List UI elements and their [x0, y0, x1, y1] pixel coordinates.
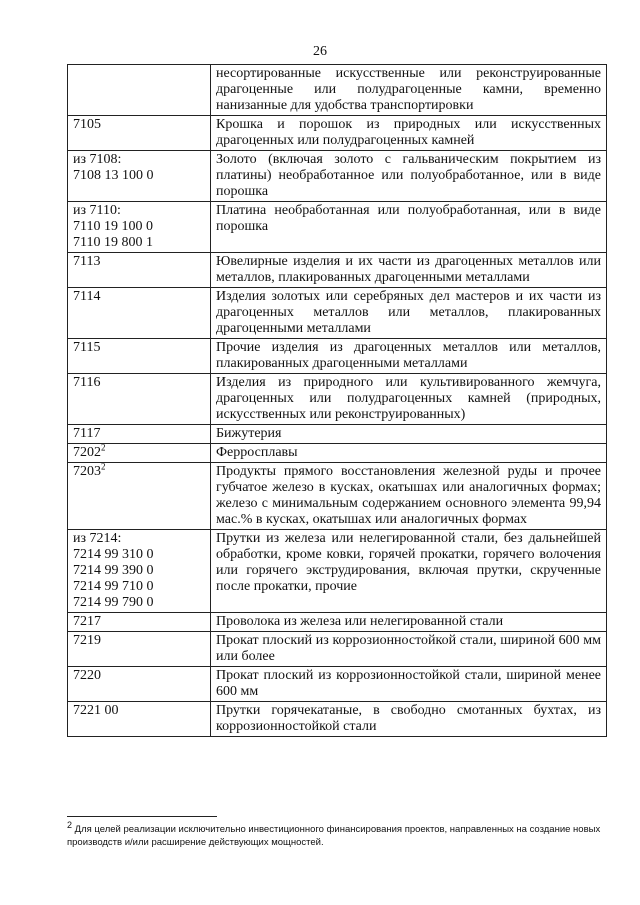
- description-cell: Изделия из природного или культивированного жемчуга, драгоценных или полудрагоценных камней (природных, искусственных или реконструированных): [211, 374, 607, 425]
- code-cell: [68, 632, 211, 667]
- table-row: [68, 463, 607, 530]
- code-cell: [68, 202, 211, 253]
- description-cell: Платина необработанная или полуобработанная, или в виде порошка: [211, 202, 607, 253]
- tnved-code: [73, 442, 205, 461]
- code-cell: [68, 667, 211, 702]
- tnved-code-text: 7115: [73, 340, 101, 355]
- description-cell: Крошка и порошок из природных или искусственных драгоценных или полудрагоценных камней: [211, 116, 607, 151]
- code-cell: [68, 288, 211, 339]
- table-row: [68, 444, 607, 463]
- description-cell: Прочие изделия из драгоценных металлов или металлов, плакированных драгоценными металлами: [211, 339, 607, 374]
- tnved-code: [73, 579, 205, 595]
- code-cell: [68, 253, 211, 288]
- tnved-code: [73, 340, 205, 356]
- table-row: [68, 530, 607, 613]
- tnved-code-text: 7105: [73, 117, 101, 132]
- commodity-code-table: [67, 64, 607, 737]
- code-cell: [68, 613, 211, 632]
- tnved-code-text: 7202: [73, 445, 101, 460]
- tnved-code-text: 7214 99 310 0: [73, 547, 154, 562]
- tnved-code-text: из 7214:: [73, 531, 122, 546]
- tnved-code: [73, 668, 205, 684]
- tnved-code-text: 7214 99 390 0: [73, 563, 154, 578]
- description-cell: Прокат плоский из коррозионностойкой стали, шириной менее 600 мм: [211, 667, 607, 702]
- tnved-code-text: 7214 99 790 0: [73, 595, 154, 610]
- tnved-code: [73, 614, 205, 630]
- tnved-code-text: 7116: [73, 375, 101, 390]
- tnved-code: [73, 547, 205, 563]
- description-cell: Золото (включая золото с гальваническим покрытием из платины) необработанное или полуобработанное, или в виде порошка: [211, 151, 607, 202]
- tnved-code: [73, 152, 205, 168]
- code-cell: [68, 374, 211, 425]
- table-row: [68, 702, 607, 737]
- description-cell: Бижутерия: [211, 425, 607, 444]
- tnved-code: [73, 426, 205, 442]
- tnved-code: [73, 117, 205, 133]
- tnved-code-text: 7108 13 100 0: [73, 168, 154, 183]
- tnved-code-text: 7114: [73, 289, 101, 304]
- tnved-code-text: 7113: [73, 254, 101, 269]
- table-row: [68, 374, 607, 425]
- code-cell: [68, 425, 211, 444]
- page-number: 26: [313, 44, 327, 59]
- tnved-code: [73, 289, 205, 305]
- tnved-code-text: 7214 99 710 0: [73, 579, 154, 594]
- tnved-code-text: 7110 19 100 0: [73, 219, 153, 234]
- tnved-code: [73, 595, 205, 611]
- tnved-code-text: 7221 00: [73, 703, 119, 718]
- footnote-divider: [67, 816, 217, 817]
- tnved-code-text: 7219: [73, 633, 101, 648]
- tnved-code: [73, 254, 205, 270]
- description-cell: Прокат плоский из коррозионностойкой стали, шириной 600 мм или более: [211, 632, 607, 667]
- code-cell: [68, 702, 211, 737]
- tnved-code: [73, 219, 205, 235]
- table-row: [68, 202, 607, 253]
- table-row: [68, 632, 607, 667]
- tnved-code-text: из 7110:: [73, 203, 121, 218]
- description-cell: Изделия золотых или серебряных дел мастеров и их части из драгоценных металлов или металлов, плакированных драгоценными металлами: [211, 288, 607, 339]
- tnved-code-text: 7110 19 800 1: [73, 235, 153, 250]
- tnved-code: [73, 168, 205, 184]
- tnved-code: [73, 203, 205, 219]
- table-row: [68, 116, 607, 151]
- code-cell: [68, 116, 211, 151]
- footnote-reference: 2: [101, 461, 106, 472]
- tnved-code: [73, 235, 205, 251]
- tnved-code-text: 7203: [73, 464, 101, 479]
- footnote-reference: 2: [101, 442, 106, 453]
- code-cell: [68, 444, 211, 463]
- tnved-code-text: 7220: [73, 668, 101, 683]
- description-cell: Прутки горячекатаные, в свободно смотанных бухтах, из коррозионностойкой стали: [211, 702, 607, 737]
- tnved-code-text: 7217: [73, 614, 101, 629]
- tnved-code: [73, 461, 205, 480]
- code-cell: [68, 530, 211, 613]
- footnote-text: Для целей реализации исключительно инвестиционного финансирования проектов, направленных на создание новых производств и/или расширение действующих мощностей.: [67, 824, 601, 848]
- tnved-code: [73, 531, 205, 547]
- tnved-code: [73, 563, 205, 579]
- description-cell: Прутки из железа или нелегированной стали, без дальнейшей обработки, кроме ковки, горячей прокатки, горячего волочения или горячего экструдирования, включая прутки, скрученные после прокатки, прочие: [211, 530, 607, 613]
- table-row: [68, 288, 607, 339]
- description-cell: Ферросплавы: [211, 444, 607, 463]
- description-cell: Продукты прямого восстановления железной руды и прочее губчатое железо в кусках, окатышах или аналогичных формах; железо с минимальным содержанием основного элемента 99,94 мас.% в кусках, окатышах или аналогичных формах: [211, 463, 607, 530]
- table-row: [68, 339, 607, 374]
- code-cell: [68, 463, 211, 530]
- tnved-code-text: 7117: [73, 426, 101, 441]
- tnved-code-text: из 7108:: [73, 152, 122, 167]
- footnote-marker: 2: [67, 819, 73, 830]
- table-row: [68, 253, 607, 288]
- tnved-code: [73, 633, 205, 649]
- table-row: [68, 65, 607, 116]
- table-row: [68, 425, 607, 444]
- description-cell: несортированные искусственные или реконструированные драгоценные или полудрагоценные камни, временно нанизанные для удобства транспортировки: [211, 65, 607, 116]
- description-cell: Ювелирные изделия и их части из драгоценных металлов или металлов, плакированных драгоценными металлами: [211, 253, 607, 288]
- table-body: [68, 65, 607, 737]
- code-cell: [68, 151, 211, 202]
- code-cell: [68, 339, 211, 374]
- code-cell: [68, 65, 211, 116]
- tnved-code: [73, 375, 205, 391]
- table-row: [68, 151, 607, 202]
- table-row: [68, 613, 607, 632]
- description-cell: Проволока из железа или нелегированной стали: [211, 613, 607, 632]
- tnved-code: [73, 703, 205, 719]
- footnote: [67, 819, 612, 849]
- table-row: [68, 667, 607, 702]
